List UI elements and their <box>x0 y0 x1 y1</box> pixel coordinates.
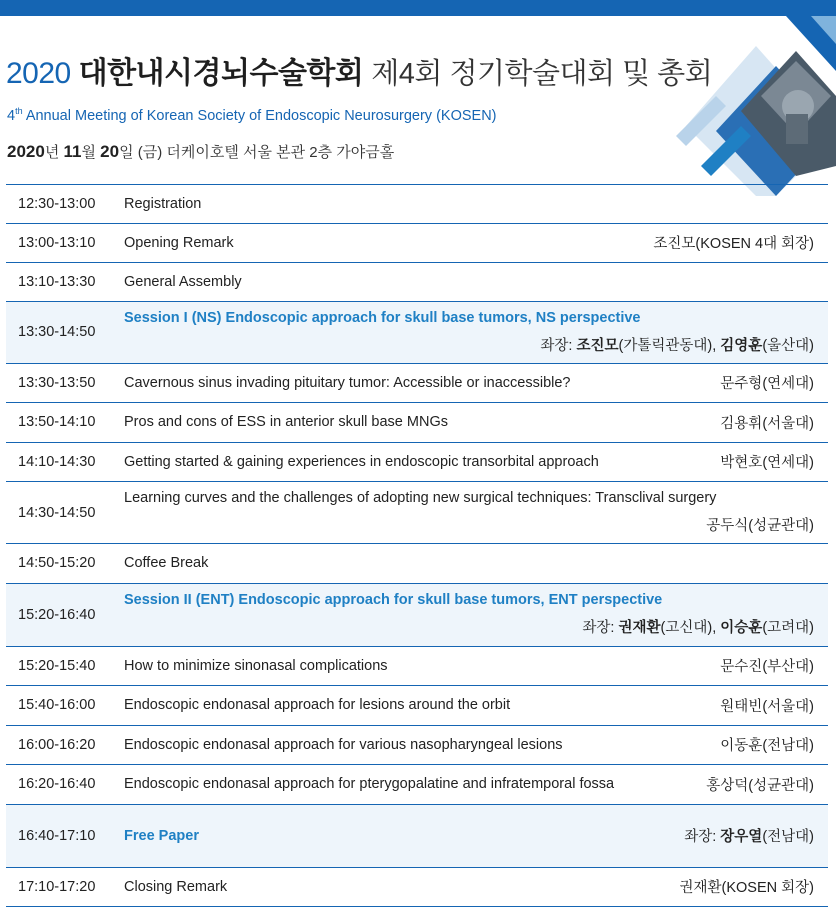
page-title <box>6 54 712 94</box>
row-title: Endoscopic endonasal approach for various nasopharyngeal lesions <box>124 736 563 753</box>
schedule-row <box>6 443 828 483</box>
row-speaker: 권재환(KOSEN 회장) <box>679 880 814 897</box>
schedule-table <box>6 184 828 907</box>
row-speaker: 박현호(연세대) <box>720 455 814 472</box>
row-speaker: 김용휘(서울대) <box>720 415 814 432</box>
row-title: Endoscopic endonasal approach for pterygopalatine and infratemporal fossa <box>124 776 615 793</box>
row-speaker: 공두식(성균관대) <box>706 518 814 534</box>
event-date-venue <box>7 141 394 164</box>
row-title: How to minimize sinonasal complications <box>124 657 388 674</box>
row-time: 15:40-16:00 <box>18 697 96 714</box>
session-chairs <box>124 616 814 637</box>
row-time: 14:10-14:30 <box>18 453 96 470</box>
schedule-row <box>6 765 828 805</box>
schedule-row <box>6 868 828 908</box>
row-time: 13:30-14:50 <box>18 324 96 340</box>
chair-affiliation: (가톨릭관동대), <box>618 337 721 354</box>
row-title: Opening Remark <box>124 234 234 251</box>
date-month-unit: 월 <box>81 144 101 161</box>
row-title: Cavernous sinus invading pituitary tumor: Accessible or inaccessible? <box>124 374 571 391</box>
schedule-row <box>6 647 828 687</box>
row-speaker: 원태빈(서울대) <box>720 698 814 715</box>
subtitle-text: Annual Meeting of Korean Society of Endoscopic Neurosurgery (KOSEN) <box>22 107 497 124</box>
date-month: 11 <box>63 142 82 161</box>
chair-name: 김영훈 <box>720 337 763 354</box>
row-time: 14:30-14:50 <box>18 504 96 521</box>
row-time: 12:30-13:00 <box>18 195 96 212</box>
session-chairs <box>124 334 814 355</box>
chair-name: 조진모 <box>576 337 619 354</box>
schedule-row <box>6 482 828 544</box>
date-day-unit: 일 <box>119 144 138 161</box>
row-title: Endoscopic endonasal approach for lesions around the orbit <box>124 697 511 714</box>
chair-affiliation: (전남대) <box>762 829 814 845</box>
row-speaker: 문수진(부산대) <box>720 659 814 676</box>
row-speaker: 문주형(연세대) <box>720 376 814 393</box>
schedule-row <box>6 726 828 766</box>
row-time: 13:10-13:30 <box>18 273 96 290</box>
top-color-bar <box>0 0 836 16</box>
row-speaker: 홍상덕(성균관대) <box>706 777 814 794</box>
session-title: Session I (NS) Endoscopic approach for skull base tumors, NS perspective <box>124 309 641 326</box>
row-time: 17:10-17:20 <box>18 878 96 895</box>
row-title: Learning curves and the challenges of adopting new surgical techniques: Transclival surgery <box>124 490 717 506</box>
session-title: Session II (ENT) Endoscopic approach for skull base tumors, ENT perspective <box>124 592 663 608</box>
row-time: 14:50-15:20 <box>18 555 96 572</box>
date-venue: (금) 더케이호텔 서울 본관 2층 가야금홀 <box>137 144 395 161</box>
session-chairs <box>684 825 814 846</box>
chair-affiliation: (고려대) <box>762 620 814 636</box>
chair-affiliation: (고신대), <box>660 620 721 636</box>
chair-name: 이승훈 <box>720 620 763 636</box>
session-header-row <box>6 302 828 364</box>
title-society: 대한내시경뇌수술학회 <box>78 57 364 90</box>
row-time: 13:30-13:50 <box>18 374 96 391</box>
row-title: Getting started & gaining experiences in endoscopic transorbital approach <box>124 453 599 470</box>
free-paper-row <box>6 805 828 868</box>
row-time: 16:20-16:40 <box>18 776 96 793</box>
chair-label: 좌장: <box>684 829 721 845</box>
row-time: 15:20-16:40 <box>18 606 96 623</box>
schedule-row <box>6 686 828 726</box>
date-year: 2020 <box>7 142 45 161</box>
row-speaker: 조진모(KOSEN 4대 회장) <box>653 236 814 252</box>
schedule-row <box>6 364 828 404</box>
row-time: 15:20-15:40 <box>18 657 96 674</box>
row-time: 13:50-14:10 <box>18 414 96 431</box>
header-decorative-graphic <box>646 16 836 196</box>
row-title: General Assembly <box>124 273 242 290</box>
row-title: Registration <box>124 195 202 212</box>
date-day: 20 <box>100 142 120 161</box>
title-year: 2020 <box>6 57 71 90</box>
subtitle-ordinal-suffix: th <box>15 106 23 116</box>
chair-label: 좌장: <box>582 620 619 636</box>
chair-name: 권재환 <box>618 620 661 636</box>
schedule-row <box>6 403 828 443</box>
row-time: 13:00-13:10 <box>18 234 96 251</box>
schedule-row <box>6 544 828 584</box>
row-speaker: 이동훈(전남대) <box>720 738 814 755</box>
session-title: Free Paper <box>124 827 199 844</box>
page-subtitle <box>7 101 497 126</box>
schedule-row <box>6 224 828 263</box>
subtitle-ordinal: 4 <box>7 107 16 124</box>
schedule-row <box>6 185 828 224</box>
schedule-row <box>6 263 828 302</box>
row-title: Coffee Break <box>124 555 209 572</box>
chair-affiliation: (울산대) <box>762 337 814 354</box>
row-time: 16:40-17:10 <box>18 827 96 844</box>
row-time: 16:00-16:20 <box>18 736 96 753</box>
chair-label: 좌장: <box>540 337 577 354</box>
session-header-row <box>6 584 828 647</box>
chair-name: 장우열 <box>720 829 763 845</box>
title-meeting: 제4회 정기학술대회 및 총회 <box>371 58 713 90</box>
row-title: Closing Remark <box>124 878 228 895</box>
date-year-unit: 년 <box>44 144 64 161</box>
row-title: Pros and cons of ESS in anterior skull base MNGs <box>124 414 448 431</box>
